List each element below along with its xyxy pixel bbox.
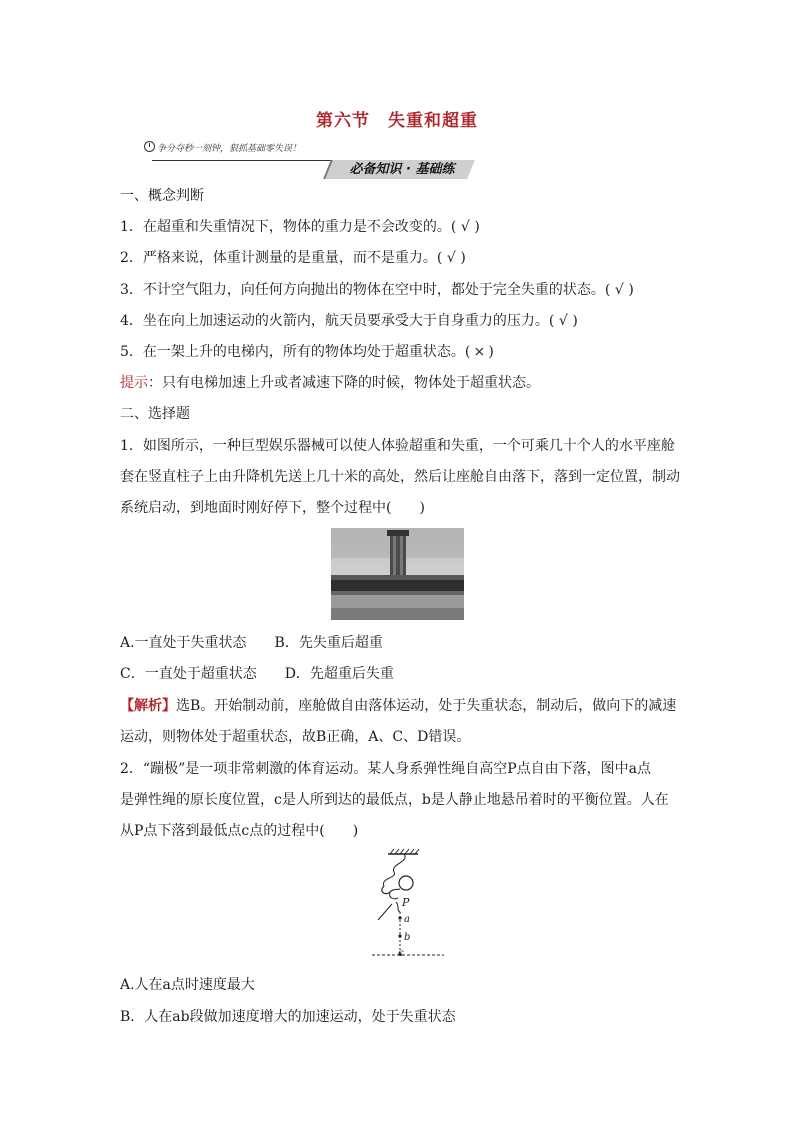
- judge-item-3: [120, 280, 634, 300]
- section-heading-2: 二、选择题: [120, 406, 190, 422]
- q2-stem-line: 是弹性绳的原长度位置，c是人所到达的最低点，b是人静止地悬吊着时的平衡位置。人在: [120, 792, 669, 808]
- q2-stem-line: 2．“蹦极”是一项非常刺激的体育运动。某人身系弹性绳自高空P点自由下落，图中a点: [120, 761, 651, 777]
- point-b-label: b: [404, 932, 411, 943]
- judge-item-close: ): [488, 344, 494, 360]
- judge-item-text: 2．严格来说，体重计测量的是重量，而不是重力。(: [120, 250, 443, 266]
- q1-analysis-line: 运动，则物体处于超重状态，故B正确，A、C、D错误。: [120, 729, 471, 745]
- judge-item-close: ): [460, 250, 466, 266]
- banner-note-text: 争分夺秒一刻钟，狠抓基础零失误！: [157, 144, 302, 154]
- q1-stem-line: 系统启动，到地面时刚好停下，整个过程中( ): [120, 500, 425, 516]
- bungee-diagram: [360, 848, 450, 960]
- clock-icon: [144, 141, 155, 152]
- analysis-label: 【解析】: [120, 698, 176, 714]
- q1-stem-line: 套在竖直柱子上由升降机先送上几十米的高处，然后让座舱自由落下，落到一定位置，制动: [120, 469, 680, 485]
- judge-item-close: ): [628, 282, 634, 298]
- point-c-label: c: [398, 948, 404, 959]
- banner-note: [144, 141, 301, 154]
- hint-line: [120, 373, 540, 393]
- q1-stem-line: 1．如图所示，一种巨型娱乐器械可以使人体验超重和失重，一个可乘几十个人的水平座舱: [120, 438, 675, 454]
- judge-item-answer: √: [558, 313, 568, 329]
- point-a-label: a: [404, 914, 410, 925]
- judge-item-answer: √: [614, 282, 624, 298]
- judge-item-4: [120, 311, 578, 331]
- banner-tag: 必备知识 · 基础练: [349, 162, 455, 177]
- q1-option-line: A.一直处于失重状态 B．先失重后超重: [120, 635, 383, 651]
- analysis-text: 选B。开始制动前，座舱做自由落体运动，处于失重状态，制动后，做向下的减速: [176, 698, 677, 714]
- judge-item-text: 3．不计空气阻力，向任何方向抛出的物体在空中时，都处于完全失重的状态。(: [120, 282, 611, 298]
- section-heading-1: 一、概念判断: [120, 188, 204, 204]
- section-banner: [142, 140, 472, 180]
- judge-item-close: ): [572, 313, 578, 329]
- hint-text: ：只有电梯加速上升或者减速下降的时候，物体处于超重状态。: [148, 375, 540, 391]
- hint-label: 提示: [120, 375, 148, 391]
- point-p-label: P: [402, 896, 410, 909]
- q1-analysis-line: [120, 696, 676, 716]
- judge-item-text: 5．在一架上升的电梯内，所有的物体均处于超重状态。(: [120, 344, 471, 360]
- drop-tower-photo: [331, 528, 464, 620]
- q2-option-line: A.人在a点时速度最大: [120, 977, 255, 993]
- judge-item-text: 1．在超重和失重情况下，物体的重力是不会改变的。(: [120, 219, 457, 235]
- q1-option-line: C．一直处于超重状态 D．先超重后失重: [120, 666, 394, 682]
- judge-item-close: ): [474, 219, 480, 235]
- judge-item-answer: √: [446, 250, 456, 266]
- q2-stem-line: 从P点下落到最低点c点的过程中( ): [120, 823, 359, 839]
- judge-item-text: 4．坐在向上加速运动的火箭内，航天员要承受大于自身重力的压力。(: [120, 313, 555, 329]
- judge-item-answer: ×: [473, 344, 486, 360]
- page-title: 第六节 失重和超重: [316, 111, 478, 131]
- judge-item-2: [120, 248, 466, 268]
- q2-option-line: B．人在ab段做加速度增大的加速运动，处于失重状态: [120, 1009, 456, 1025]
- judge-item-5: [120, 342, 494, 362]
- judge-item-1: [120, 217, 480, 237]
- judge-item-answer: √: [460, 219, 470, 235]
